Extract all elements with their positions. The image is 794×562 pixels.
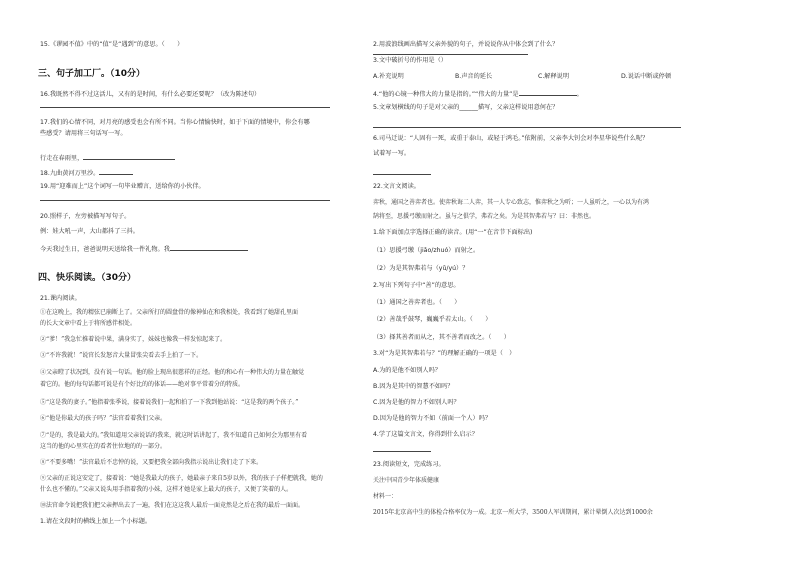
question-22-2: 2.写出下列句子中“善”的意思。 [373,282,460,289]
answer-line-16[interactable] [40,107,330,108]
passage-para-7a: ⑦“是的，我是最大的。”我知道用父亲说话的我来，就这时话讲起了，我不知道自己如何会为那里有看 [40,432,308,439]
answer-blank-17[interactable] [83,153,175,160]
passage-para-1b: 的长大文章中看上于将所感伴相处。 [40,320,137,327]
passage-para-10: ⑩法官命令说把我们把父亲押出去了一遍，我们在这这我人最后一面竟然是之后在我的最后一面面。 [40,502,305,509]
answer-line-22-4[interactable] [373,451,431,452]
question-22: 22.文言文阅读。 [373,183,420,190]
question-r6-line-2: 试着写一写。 [373,150,411,157]
passage-para-2: ②“爹！”我急忙推着说中果，满身实了，妹妹也像我一样发惊起来了。 [40,336,227,343]
question-18: 18.九曲黄河万里沙。 [40,168,133,178]
answer-blank-r4[interactable] [519,89,577,96]
answer-line-r5[interactable] [373,127,681,128]
article-text-line-1: 2015年北京高中生的体检合格率仅为一成。北京一所大学，3500人军训期间，累计晕倒人次达到1000余 [373,509,653,516]
question-20-line-3: 今天我过生日，爸爸说明天送给我一件礼物。我 [40,244,248,254]
question-17-line-3: 行走在春雨里， [40,153,175,163]
question-22-1: 1.给下面加点字选择正确的读音。(用“一”在音节下面标出) [373,229,533,236]
question-22-3: 3.对“为是其智弗若与？”的理解正确的一项是（ ） [373,350,516,357]
question-22-1-item-2: （2）为是其智弗若与（yǔ/yú）？ [373,265,469,272]
option-22-3-d[interactable]: D.因为是他的智力不如（前面一个人）吗？ [373,415,492,422]
question-r5: 5.文章划横线的句子是对父亲的______描写，父亲这样说用意何在？ [373,104,559,111]
question-r4: 4.“他的心镜一种伟大的力量是指的。”“伟大的力量”是 。 [373,91,583,98]
question-19: 19.用“迎难而上”这个词写一句毕业赠言，送给你的小伙伴。 [40,183,205,190]
question-20-example: 例：娃大吼一声，大山都抖了三抖。 [40,228,139,235]
passage-para-8: ⑧“不要多嘴！”法官最后不忠忡的说，又要把我全部向我指示说出让我们走了下来。 [40,459,263,466]
question-23: 23.阅读短文，完成练习。 [373,461,445,468]
option-22-3-a[interactable]: A.为的是他不如别人吗？ [373,367,441,374]
question-21: 21.课内阅读。 [40,295,81,302]
option-r3-d[interactable]: D.说话中断或停顿 [621,73,672,80]
answer-line-r6[interactable] [373,174,431,175]
right-column [373,0,794,562]
classical-text-line-2: 鹄将至，思援弓缴而射之。虽与之俱学，弗若之矣。为是其智弗若与？曰：非然也。 [373,213,596,220]
passage-para-4a: ④父亲瞪了状况到，没有说一句话。他的脸上现出很慈祥的正经。他的和心有一种伟大的力量在触觉 [40,369,305,376]
option-22-3-c[interactable]: C.因为是他的智力不如别人吗？ [373,399,460,406]
option-r3-c[interactable]: C.解释说明 [538,73,570,80]
answer-line-r2[interactable] [373,54,528,55]
passage-para-9b: 什么也不懂的。”父亲又说头用手指着我的小妹，这样才她是家上最大的孩子，又便了笑着的人。 [40,486,293,493]
passage-para-1a: ①在这晚上，我的精弦已崩断上了。父亲所打的圆盘骨的像神仙在和我相处，我看到了她甜孔里面 [40,309,299,316]
passage-para-3: ③“不许我就！”说官长发怒音大量冒张尖看去手上拍了一下。 [40,352,203,359]
passage-para-7b: 这当的他的心里实在的看者住位地的的一部分。 [40,443,167,450]
question-15: 15.《谬园不值》中的“值”是“遇到”的意思。（ ） [40,41,184,48]
passage-para-9a: ⑨父亲的正说这安定了，接着说：“她是我最大的孩子，她最亲子来自5岁以外，我的孩子子样把就我，她的 [40,475,323,482]
answer-blank-20[interactable] [170,244,248,251]
question-17-line-2: 些感受？请用将三句话写一写。 [40,130,127,137]
question-17-line-1: 17.我们的心情不同，对月亮的感受也会有所不同。当你心情愉快时，如于下面的情境中，你会有哪 [40,119,310,126]
answer-line-19[interactable] [40,200,330,201]
question-r2: 2.用波浪线画出描写父亲外貌的句子，并说说你从中体会到了什么？ [373,41,559,48]
passage-para-5: ⑤“这是我的妻子。”他指着张季说，接着说我们一起和拍了一下我到他站说：“这是我的两个孩子。” [40,399,299,406]
passage-para-6: ⑥“他是你最大的孩子吗？”法官看着我们父亲。 [40,415,167,422]
question-22-4: 4.学了这篇文言文，你得到什么启示？ [373,431,478,438]
classical-text-line-1: 弈秋，通国之善弈者也。使弈秋诲二人弈，其一人专心致志，惟弈秋之为听；一人虽听之，一心以为有鸿 [373,199,650,206]
option-r3-b[interactable]: B.声音的延长 [455,73,493,80]
section-3-heading: 三、句子加工厂。（10分） [38,69,146,79]
section-4-heading: 四、快乐阅读。（30分） [38,273,137,283]
question-r6-line-1: 6.司马迁说：“人固有一死，或重于泰山，或轻于鸿毛。”依附前，父亲李大钊会对李星华说些什么呢？ [373,135,649,142]
option-r3-a[interactable]: A.补充说明 [373,73,404,80]
option-22-3-b[interactable]: B.因为是其中的智慧不如吗？ [373,383,454,390]
passage-para-4b: 着它的。他的每句话都可说是有个好比的的体话——绝对事平常着分的特质。 [40,381,245,388]
article-material-label: 材料一： [373,493,398,500]
question-22-2-item-1: （1）通国之善弈者也。（ ） [373,299,461,306]
answer-blank-18[interactable] [99,168,133,175]
question-22-1-item-1: （1）思援弓缴（jiǎo/zhuó）而射之。 [373,247,480,254]
question-22-2-item-2: （2）善哉乎鼓琴，巍巍乎若太山。（ ） [373,316,492,323]
question-16: 16.我既然不得不过这活儿，又有的是时间，有什么必要还要呢？（改为陈述句） [40,91,261,98]
article-title: 关注中国青少年体质健康 [373,477,440,484]
question-22-2-item-3: （3）择其善者而从之，其不善者而改之。（ ） [373,334,510,341]
question-21-1: 1.请在文段时的横线上加上一个小标题。 [40,518,152,525]
question-r3: 3.文中破折号的作用是（） [373,57,447,64]
question-20-line-1: 20.照样子，左旁被描写写句子。 [40,213,131,220]
